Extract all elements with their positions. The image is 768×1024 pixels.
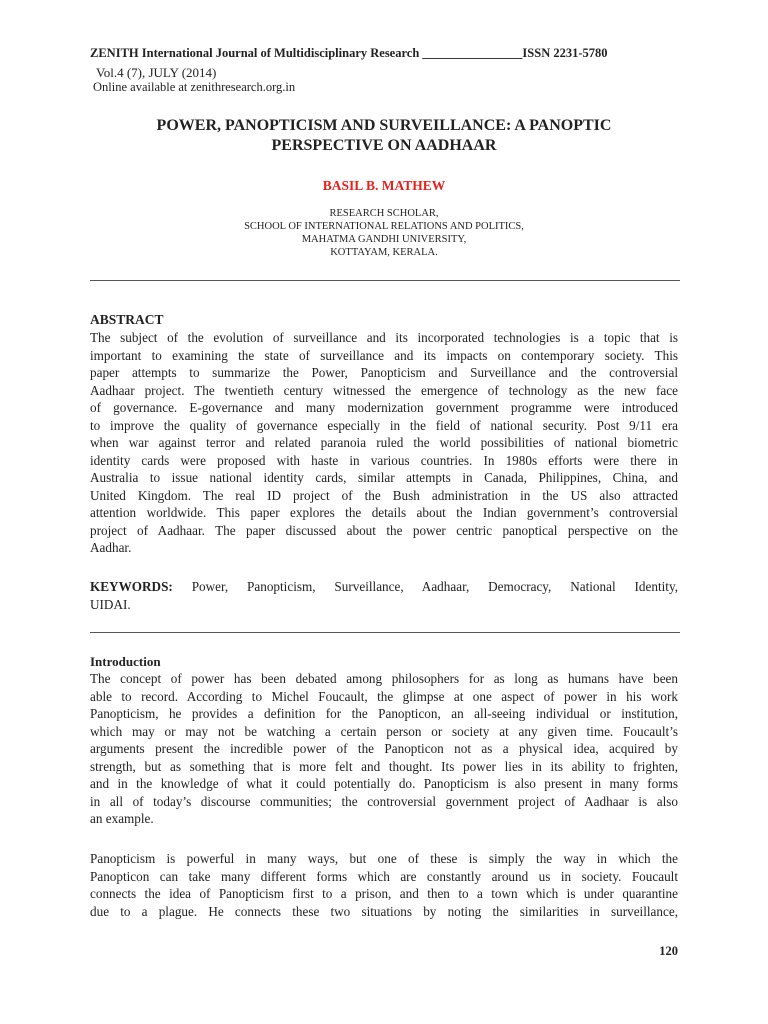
text-line: and in the knowledge of what it could potentially do. Panopticism is also present in many forms (90, 776, 678, 791)
keywords-label: KEYWORDS: (90, 579, 173, 594)
text-line: Australia to issue national identity cards, similar attempts in Canada, Philippines, China, and (90, 470, 678, 485)
text-line: arguments present the incredible power of the Panopticon not as a physical idea, acquired by (90, 741, 678, 756)
keywords-line: UIDAI. (90, 596, 131, 612)
keywords-line (90, 578, 678, 596)
keywords-block (90, 578, 678, 613)
text-line: Panopticism, he provides a definition for the Panopticon, an all-seeing individual or institution, (90, 706, 678, 721)
volume-line: Vol.4 (7), JULY (2014) (96, 65, 217, 80)
abstract-heading: ABSTRACT (90, 312, 164, 327)
text-line: The concept of power has been debated among philosophers for as long as humans have been (90, 671, 678, 686)
text-line: strength, but as something that is more felt and thought. Its power lies in its ability to frighten, (90, 758, 678, 774)
text-line: The subject of the evolution of surveillance and its incorporated technologies is a topic that is (90, 330, 678, 345)
affiliation-line: RESEARCH SCHOLAR, (329, 208, 439, 219)
title-line: POWER, PANOPTICISM AND SURVEILLANCE: A PANOPTIC (156, 117, 612, 134)
journal-header: ZENITH International Journal of Multidisciplinary Research ________________ISSN 2231-5780 (90, 46, 608, 60)
divider-bottom (90, 632, 680, 633)
text-line: when war against terror and related paranoia ruled the world possibilities of national biometric (90, 435, 678, 450)
text-line: able to record. According to Michel Foucault, the glimpse at one aspect of power in his work (90, 688, 678, 704)
text-line: connects the idea of Panopticism first to a prison, and then to a town which is under quarantine (90, 886, 678, 901)
affiliation-line: MAHATMA GANDHI UNIVERSITY, (301, 234, 467, 245)
divider-top (90, 280, 680, 281)
text-line: which may or may not be watching a certain person or society at any given time. Foucault’s (90, 723, 678, 739)
text-line: of governance. E-governance and many modernization government programme were introduced (90, 400, 678, 415)
text-line: an example. (90, 811, 154, 826)
introduction-heading: Introduction (90, 654, 161, 669)
text-line: Aadhar. (90, 540, 132, 555)
text-line: identity cards were proposed with haste in various countries. In 1980s efforts were there in (90, 452, 678, 468)
text-line: important to examining the state of surveillance and its impacts on contemporary society. This (90, 347, 678, 363)
text-line: due to a plague. He connects these two situations by noting the similarities in surveillance, (90, 903, 678, 919)
title-line: PERSPECTIVE ON AADHAAR (271, 137, 497, 154)
text-line: United Kingdom. The real ID project of the Bush administration in the US also attracted (90, 487, 678, 503)
text-line: in all of today’s discourse communities; the controversial government project of Aadhaar is also (90, 793, 678, 809)
paper-title (90, 116, 678, 156)
text-line: Aadhaar project. The twentieth century witnessed the emergence of technology as the new face (90, 382, 678, 398)
page-number: 120 (659, 944, 678, 958)
text-line: Panopticism is powerful in many ways, but one of these is simply the way in which the (90, 851, 678, 866)
text-line: project of Aadhaar. The paper discussed about the power centric panoptical perspective on the (90, 522, 678, 538)
abstract-text (90, 329, 678, 557)
text-line: Panopticon can take many different forms which are constantly around us in society. Foucault (90, 868, 678, 884)
introduction-paragraph-2 (90, 850, 678, 920)
text-line: paper attempts to summarize the Power, Panopticism and Surveillance and the controversial (90, 365, 678, 380)
author-affiliation (90, 207, 678, 259)
online-availability: Online available at zenithresearch.org.in (93, 80, 296, 94)
author-name: BASIL B. MATHEW (322, 178, 446, 193)
text-line: to improve the quality of governance especially in the field of national security. Post 9/11 era (90, 417, 678, 433)
keywords-list: Power, Panopticism, Surveillance, Aadhaar, Democracy, National Identity, (172, 579, 678, 594)
affiliation-line: SCHOOL OF INTERNATIONAL RELATIONS AND POLITICS, (244, 221, 524, 232)
text-line: attention worldwide. This paper explores the details about the Indian government’s controversial (90, 505, 678, 520)
introduction-paragraph-1 (90, 670, 678, 828)
affiliation-line: KOTTAYAM, KERALA. (330, 247, 438, 258)
